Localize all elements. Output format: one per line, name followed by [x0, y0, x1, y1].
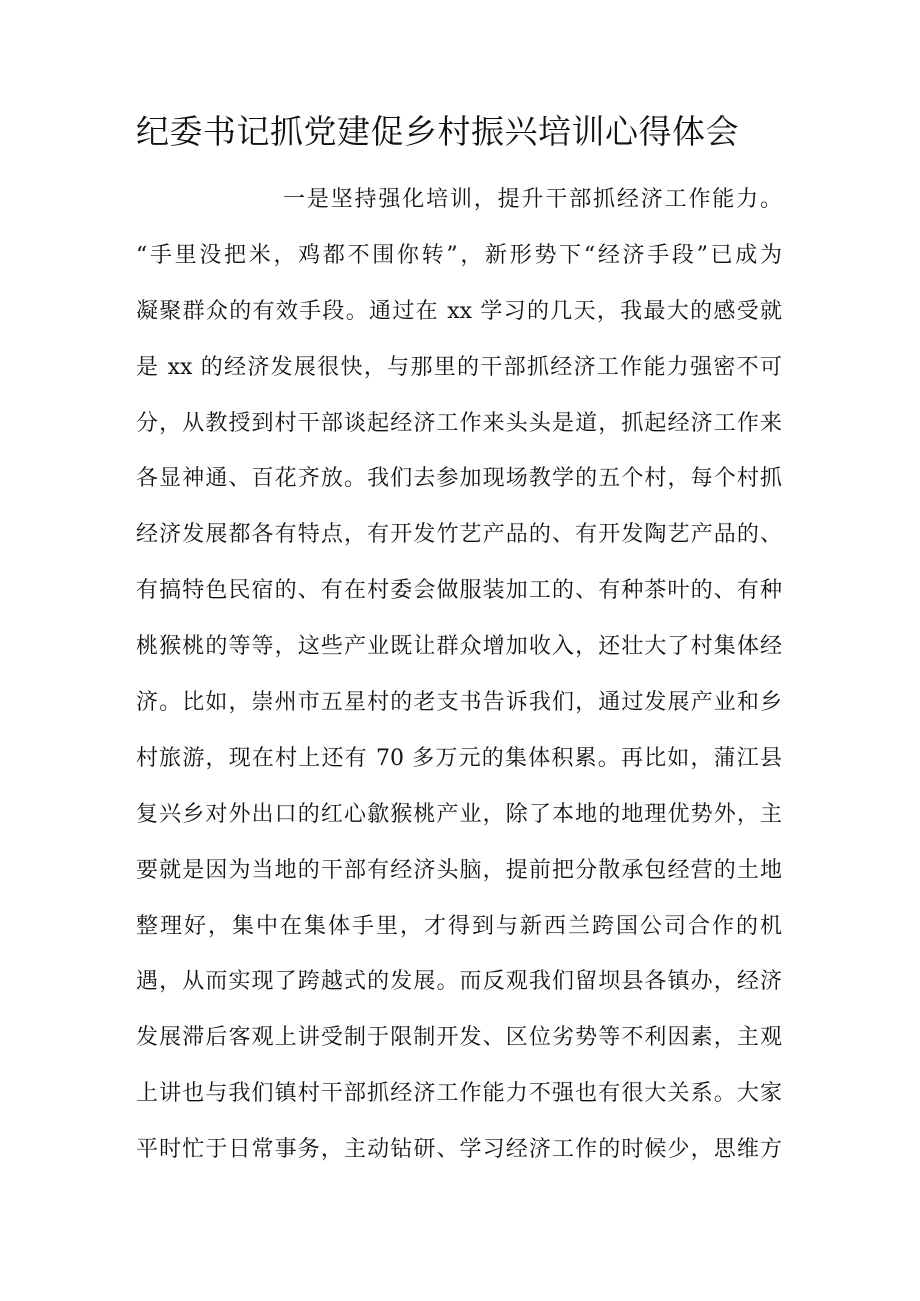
- paragraph-line: 经济发展都各有特点，有开发竹艺产品的、有开发陶艺产品的、: [136, 522, 782, 548]
- paragraph-line: 分，从教授到村干部谈起经济工作来头头是道，抓起经济工作来: [136, 410, 782, 436]
- paragraph-line: “手里没把米，鸡都不围你转”，新形势下“经济手段”已成为: [136, 242, 782, 268]
- paragraph-line: 村旅游，现在村上还有 70 多万元的集体积累。再比如，蒲江县: [136, 745, 782, 771]
- paragraph-line: 平时忙于日常事务，主动钻研、学习经济工作的时候少，思维方: [136, 1137, 782, 1163]
- paragraph-line: 遇，从而实现了跨越式的发展。而反观我们留坝县各镇办，经济: [136, 969, 782, 995]
- paragraph-line: 桃猴桃的等等，这些产业既让群众增加收入，还壮大了村集体经: [136, 634, 782, 660]
- paragraph-line: 济。比如，崇州市五星村的老支书告诉我们，通过发展产业和乡: [136, 690, 782, 716]
- paragraph-line: 各显神通、百花齐放。我们去参加现场教学的五个村，每个村抓: [136, 466, 782, 492]
- paragraph-line: 整理好，集中在集体手里，才得到与新西兰跨国公司合作的机: [136, 913, 782, 939]
- paragraph-line: 复兴乡对外出口的红心歙猴桃产业，除了本地的地理优势外，主: [136, 801, 782, 827]
- paragraph-line: 要就是因为当地的干部有经济头脑，提前把分散承包经营的土地: [136, 857, 782, 883]
- paragraph-line: 上讲也与我们镇村干部抓经济工作能力不强也有很大关系。大家: [136, 1081, 782, 1107]
- document-title: 纪委书记抓党建促乡村振兴培训心得体会: [136, 112, 739, 151]
- paragraph-line: 发展滞后客观上讲受制于限制开发、区位劣势等不利因素，主观: [136, 1025, 782, 1051]
- paragraph-line: 一是坚持强化培训，提升干部抓经济工作能力。: [283, 187, 782, 212]
- paragraph-line: 凝聚群众的有效手段。通过在 xx 学习的几天，我最大的感受就: [136, 298, 782, 324]
- paragraph-line: 是 xx 的经济发展很快，与那里的干部抓经济工作能力强密不可: [136, 354, 782, 380]
- document-body: [136, 183, 782, 1189]
- paragraph-line: 有搞特色民宿的、有在村委会做服装加工的、有种茶叶的、有种: [136, 578, 782, 604]
